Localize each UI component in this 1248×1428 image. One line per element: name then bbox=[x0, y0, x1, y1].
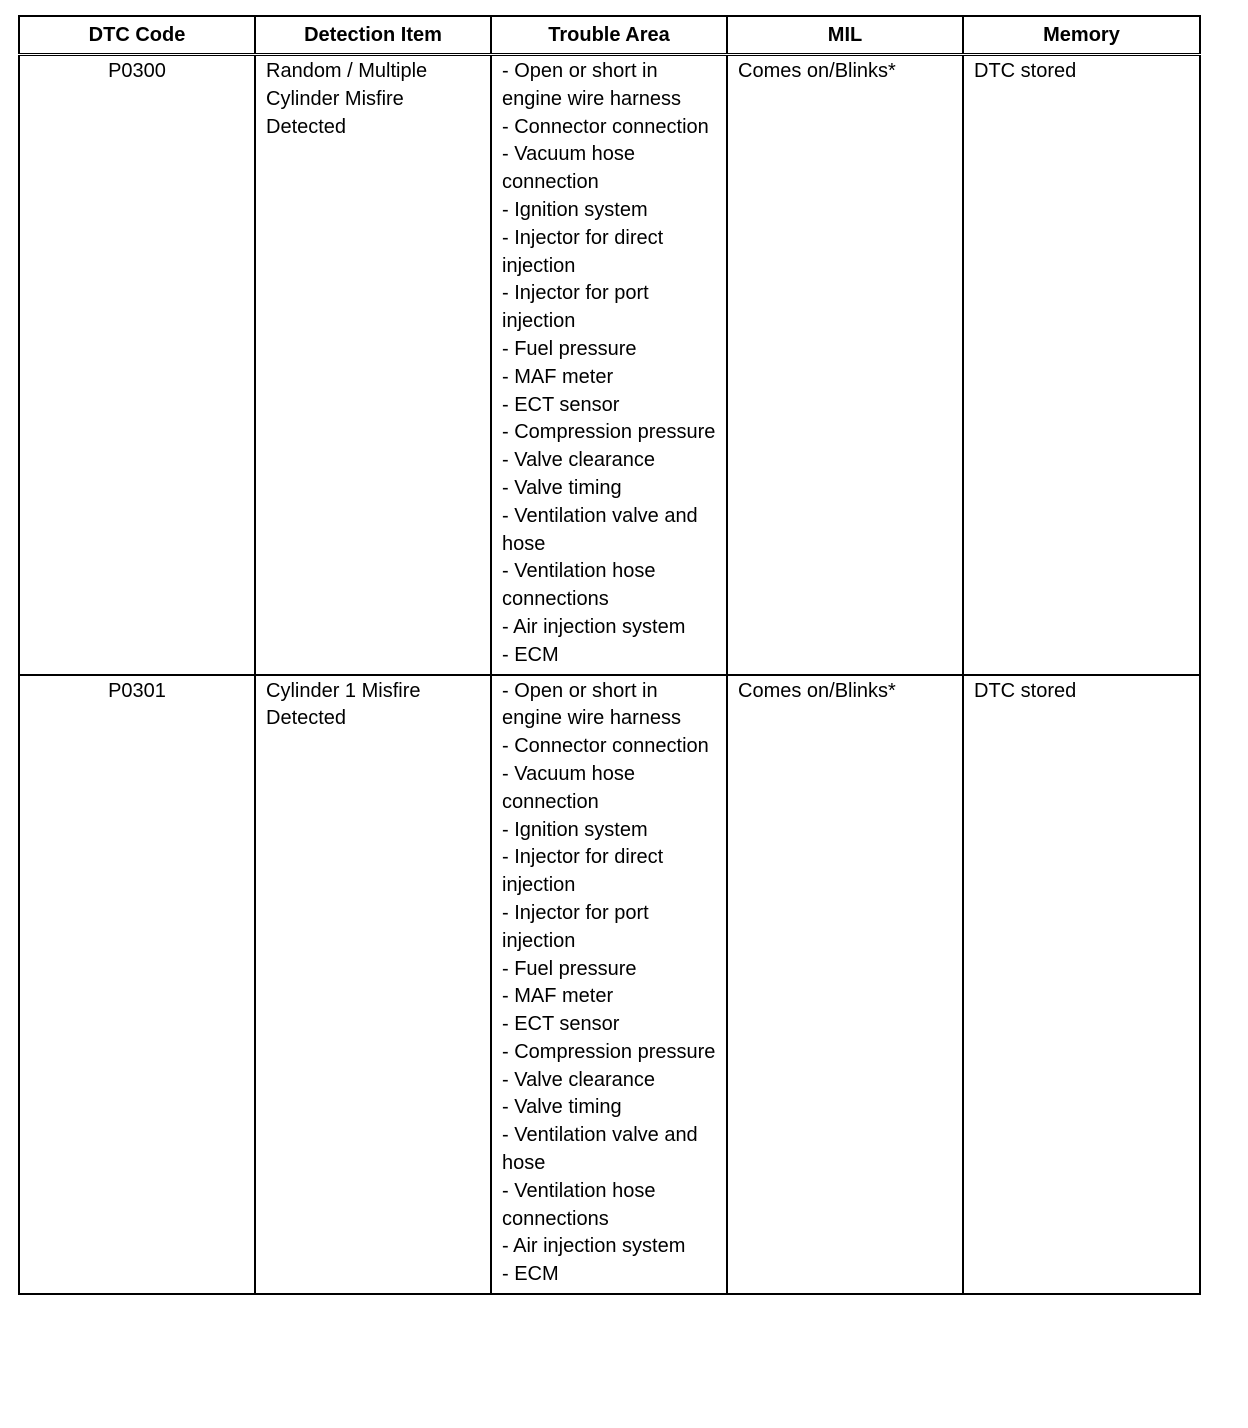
list-item: - Fuel pressure bbox=[502, 337, 637, 360]
trouble-area-cell bbox=[491, 675, 727, 1295]
list-item: - Ignition system bbox=[502, 818, 648, 841]
header-trouble-area: Trouble Area bbox=[491, 16, 727, 55]
dtc-table bbox=[18, 15, 1201, 1295]
list-item: - Valve timing bbox=[502, 476, 622, 499]
table-row bbox=[19, 675, 1200, 1295]
list-item: - Ventilation hose connections bbox=[502, 1179, 656, 1230]
list-item: - Connector connection bbox=[502, 115, 709, 138]
list-item: - MAF meter bbox=[502, 365, 614, 388]
list-item: - Ventilation hose connections bbox=[502, 560, 656, 611]
header-mil: MIL bbox=[727, 16, 963, 55]
list-item: - Ventilation valve and hose bbox=[502, 1124, 698, 1175]
list-item: - MAF meter bbox=[502, 985, 614, 1008]
list-item: - ECT sensor bbox=[502, 1013, 620, 1036]
dtc-code-cell: P0300 bbox=[19, 55, 255, 675]
list-item: - Compression pressure bbox=[502, 1040, 716, 1063]
list-item: - Fuel pressure bbox=[502, 957, 637, 980]
list-item: - Open or short in engine wire harness bbox=[502, 679, 681, 730]
list-item: - Open or short in engine wire harness bbox=[502, 60, 681, 110]
list-item: - Vacuum hose connection bbox=[502, 762, 636, 813]
list-item: - Injector for port injection bbox=[502, 901, 649, 952]
memory-cell: DTC stored bbox=[963, 55, 1200, 675]
list-item: - Ventilation valve and hose bbox=[502, 504, 698, 555]
dtc-code-cell: P0301 bbox=[19, 675, 255, 1295]
list-item: - Injector for port injection bbox=[502, 282, 649, 333]
list-item: - Compression pressure bbox=[502, 421, 716, 444]
header-row bbox=[19, 16, 1200, 55]
table-row bbox=[19, 55, 1200, 675]
table-header bbox=[19, 16, 1200, 55]
header-dtc-code: DTC Code bbox=[19, 16, 255, 55]
detection-item-cell: Cylinder 1 Misfire Detected bbox=[255, 675, 491, 1295]
mil-cell: Comes on/Blinks* bbox=[727, 55, 963, 675]
list-item: - ECT sensor bbox=[502, 393, 620, 416]
trouble-area-list bbox=[502, 58, 722, 670]
table-body bbox=[19, 55, 1200, 1295]
list-item: - Valve clearance bbox=[502, 1068, 656, 1091]
list-item: - Injector for direct injection bbox=[502, 846, 664, 897]
list-item: - Ignition system bbox=[502, 198, 648, 221]
header-detection-item: Detection Item bbox=[255, 16, 491, 55]
list-item: - Air injection system bbox=[502, 1235, 686, 1258]
memory-cell: DTC stored bbox=[963, 675, 1200, 1295]
list-item: - Connector connection bbox=[502, 735, 709, 758]
list-item: - Valve timing bbox=[502, 1096, 622, 1119]
list-item: - Air injection system bbox=[502, 615, 686, 638]
mil-cell: Comes on/Blinks* bbox=[727, 675, 963, 1295]
trouble-area-cell bbox=[491, 55, 727, 675]
list-item: - Vacuum hose connection bbox=[502, 143, 636, 194]
list-item: - Injector for direct injection bbox=[502, 226, 664, 277]
detection-item-cell: Random / Multiple Cylinder Misfire Detected bbox=[255, 55, 491, 675]
list-item: - Valve clearance bbox=[502, 449, 656, 472]
list-item: - ECM bbox=[502, 1263, 559, 1286]
header-memory: Memory bbox=[963, 16, 1200, 55]
trouble-area-list bbox=[502, 678, 722, 1290]
list-item: - ECM bbox=[502, 643, 559, 666]
